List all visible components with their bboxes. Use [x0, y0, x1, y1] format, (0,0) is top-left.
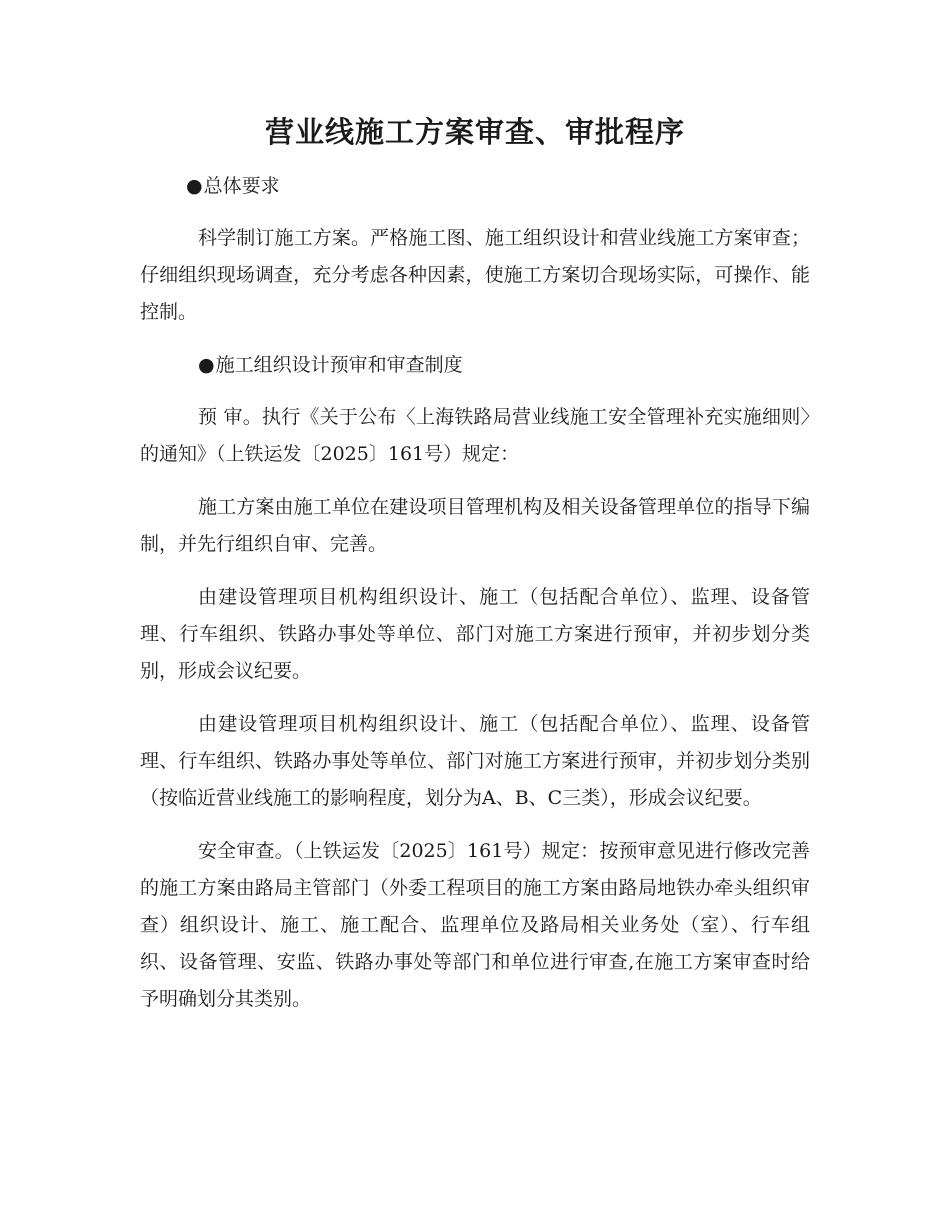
paragraph: 由建设管理项目机构组织设计、施工（包括配合单位）、监理、设备管理、行车组织、铁路办事处等单位、部门对施工方案进行预审，并初步划分类别，形成会议纪要。 — [140, 586, 810, 682]
paragraph: 由建设管理项目机构组织设计、施工（包括配合单位）、监理、设备管理、行车组织、铁路办事处等单位、部门对施工方案进行预审，并初步划分类别（按临近营业线施工的影响程度，划分为A、B、C三类），形成会议纪要。 — [140, 713, 810, 809]
section-heading-text: 施工组织设计预审和审查制度 — [215, 354, 463, 376]
bullet-icon: ● — [186, 175, 203, 197]
section-heading-text: 总体要求 — [203, 175, 280, 197]
section-heading-general-requirements — [140, 168, 810, 204]
paragraph: 安全审查。（上铁运发〔2025〕161号）规定：按预审意见进行修改完善的施工方案由路局主管部门（外委工程项目的施工方案由路局地铁办牵头组织审查）组织设计、施工、施工配合、监理单位及路局相关业务处（室）、行车组织、设备管理、安监、铁路办事处等部门和单位进行审查,在施工方案审查时给予明确划分其类别。 — [140, 840, 810, 1010]
paragraph: 施工方案由施工单位在建设项目管理机构及相关设备管理单位的指导下编制，并先行组织自审、完善。 — [140, 496, 810, 555]
bullet-icon: ● — [198, 354, 215, 376]
document-title: 营业线施工方案审查、审批程序 — [264, 115, 685, 149]
paragraph: 科学制订施工方案。严格施工图、施工组织设计和营业线施工方案审查；仔细组织现场调查，充分考虑各种因素，使施工方案切合现场实际，可操作、能控制。 — [140, 227, 810, 323]
paragraph: 预 审。执行《关于公布〈上海铁路局营业线施工安全管理补充实施细则〉的通知》（上铁运发〔2025〕161号）规定： — [140, 406, 810, 465]
section-heading-review-system — [140, 347, 810, 383]
document-body — [140, 168, 810, 1034]
